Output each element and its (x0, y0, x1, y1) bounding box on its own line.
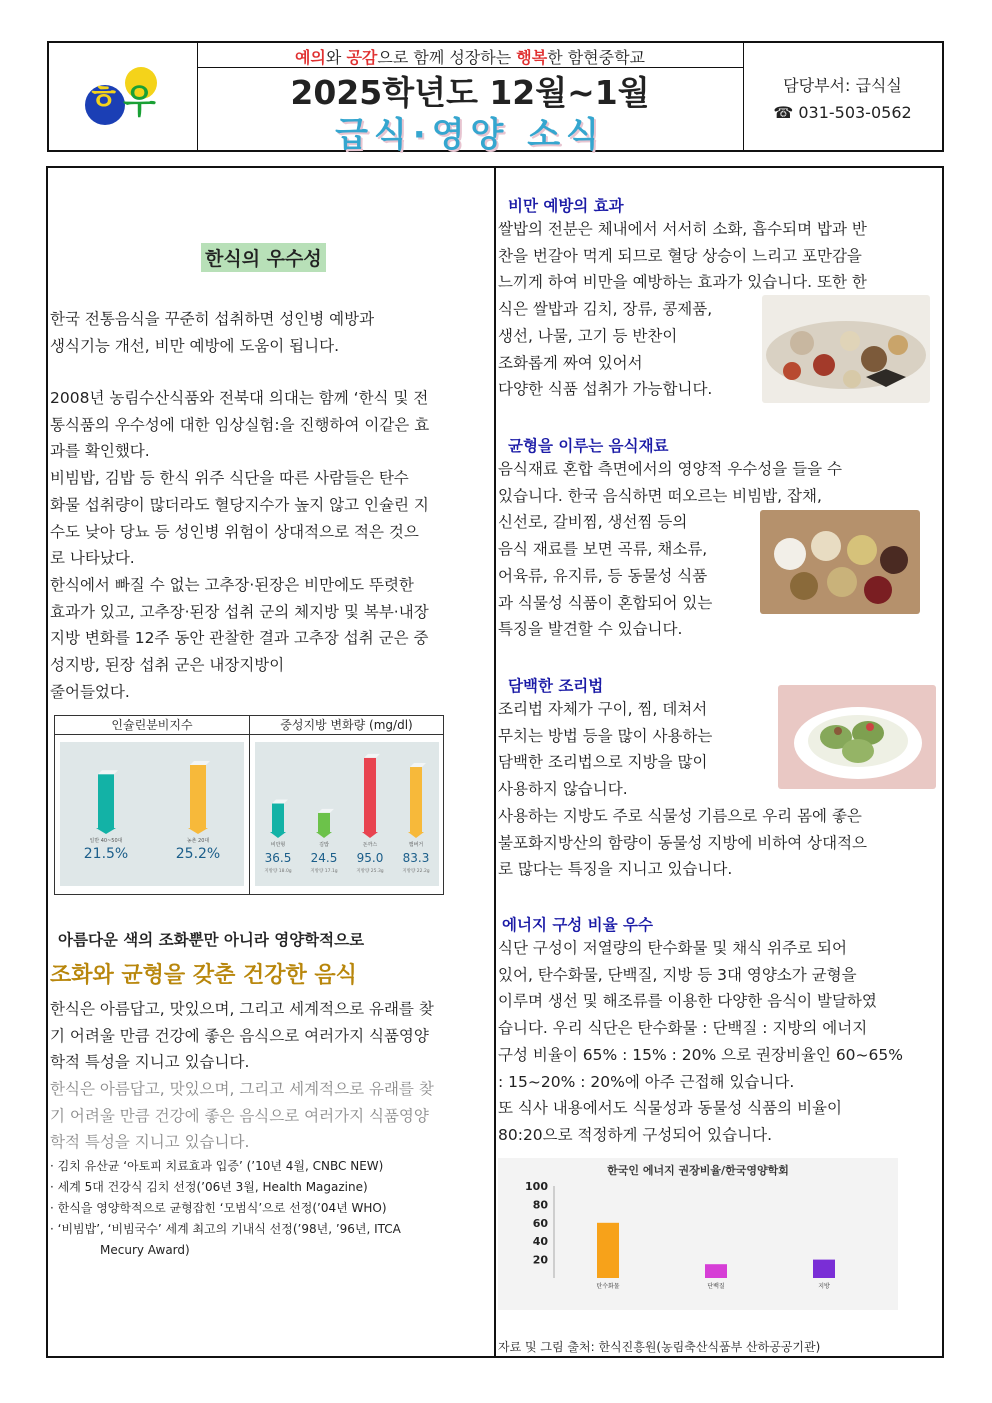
section-title: 비만 예방의 효과 (508, 197, 624, 215)
content-box (46, 166, 944, 1358)
chart-category-label: 돈까스 (362, 842, 378, 848)
chart-value-label: 95.0 (356, 851, 384, 865)
chart-category-label: 단백질 (707, 1283, 725, 1290)
harmony-lead: 아름다운 색의 조화뿐만 아니라 영양학적으로 (58, 931, 365, 949)
intro-paragraph (50, 306, 490, 359)
list-item: Mecury Award) (100, 1243, 190, 1257)
chart-value-label: 25.2% (175, 846, 221, 862)
text-line: 어육류, 유지류, 등 동물성 식품 (498, 566, 708, 585)
chart-bar (190, 765, 206, 828)
contact-cell (743, 43, 942, 150)
study-paragraph (50, 385, 492, 705)
chart-bar (364, 758, 376, 832)
chart-bar (597, 1223, 619, 1278)
insulin-chart (60, 742, 244, 886)
right-column (498, 168, 942, 1356)
chart-category-label: 김밥 (319, 842, 329, 848)
chart-value-label: 24.5 (310, 851, 338, 865)
text-line: 학적 특성을 지니고 있습니다. (50, 1053, 250, 1072)
text-line: 사용하는 지방도 주로 식물성 기름으로 우리 몸에 좋은 (498, 806, 862, 825)
text-line: 있어, 탄수화물, 단백질, 지방 등 3대 영양소가 균형을 (498, 965, 857, 984)
list-item: · ‘비빔밥’, ‘비빔국수’ 세계 최고의 기내식 선정(’98년, ’96년, ITCA (50, 1222, 401, 1236)
motto-part: 예의 (294, 48, 326, 67)
chart-category-label: 지방 (818, 1283, 830, 1290)
text-line: 로 많다는 특징을 지니고 있습니다. (498, 860, 733, 879)
list-item: · 김치 유산균 ‘아토피 치료효과 입증’ (’10년 4월, CNBC NEW) (50, 1159, 384, 1173)
svg-text:우: 우 (123, 82, 156, 122)
chart-sub-label: 지방량 17.1g (310, 869, 338, 874)
chart-bar (705, 1264, 727, 1278)
text-line: 습니다. 우리 식단은 탄수화물 : 단백질 : 지방의 에너지 (498, 1019, 868, 1038)
text-line: 기 어려울 만큼 건강에 좋은 음식으로 여러가지 식품영양 (50, 1106, 429, 1125)
chart-title: 한국인 에너지 권장비율/한국영양학회 (607, 1164, 789, 1177)
chart-value-label: 21.5% (83, 846, 129, 862)
text-line: 음식 재료를 보면 곡류, 채소류, (498, 540, 708, 559)
text-line: 신선로, 갈비찜, 생선찜 등의 (498, 513, 688, 532)
text-line: 이루며 생선 및 해조류를 이용한 다양한 음식이 발달하였 (498, 992, 877, 1011)
text-line: 있습니다. 한국 음식하면 떠오르는 비빔밥, 잡채, (498, 486, 822, 505)
svg-text:ㅎ: ㅎ (87, 78, 120, 118)
motto-part: 와 (325, 48, 347, 67)
motto-part: 공감 (346, 48, 378, 67)
text-line: 생선, 나물, 고기 등 반찬이 (498, 326, 678, 345)
chart-tick-label: 80 (532, 1198, 548, 1212)
text-line: 로 나타났다. (50, 549, 135, 568)
text-line: 불포화지방산의 함량이 동물성 지방에 비하여 상대적으 (498, 833, 868, 852)
chart-value-label: 83.3 (402, 851, 430, 865)
chart-bar (318, 813, 330, 832)
energy-chart-box (498, 1158, 898, 1310)
text-line: 지방 변화를 12주 동안 관찰한 결과 고추장 섭취 군은 중 (50, 629, 429, 648)
text-line: 기 어려울 만큼 건강에 좋은 음식으로 여러가지 식품영양 (50, 1026, 429, 1045)
chart-category-label: 일반 40~50대 (89, 838, 123, 844)
department-label: 담당부서: 급식실 (783, 76, 902, 95)
text-line: 무치는 방법 등을 많이 사용하는 (498, 726, 713, 745)
text-line: 담백한 조리법으로 지방을 많이 (498, 753, 708, 772)
section-body (498, 935, 942, 1149)
chart-bar (98, 774, 114, 828)
text-line: 성지방, 된장 섭취 군은 내장지방이 (50, 656, 285, 675)
text-line: 한식에서 빠질 수 없는 고추장·된장은 비만에도 뚜렷한 (50, 575, 414, 594)
text-line: 식단 구성이 저열량의 탄수화물 및 채식 위주로 되어 (498, 939, 847, 957)
source-credit: 자료 및 그림 출처: 한식진흥원(농림축산식품부 산하공공기관) (498, 1340, 821, 1354)
chart-sub-label: 지방량 22.2g (402, 869, 430, 874)
text-line: 찬을 번갈아 먹게 되므로 혈당 상승이 느리고 포만감을 (498, 246, 862, 265)
text-line: 다양한 식품 섭취가 가능합니다. (498, 380, 713, 399)
text-line: : 15~20% : 20%에 아주 근접해 있습니다. (498, 1072, 795, 1091)
korean-table-photo (762, 295, 930, 403)
text-line: 사용하지 않습니다. (498, 780, 628, 799)
text-line: 2008년 농림수산식품와 전북대 의대는 함께 ‘한식 및 전 (50, 389, 429, 407)
text-line: 80:20으로 적정하게 구성되어 있습니다. (498, 1125, 772, 1144)
newsletter-header (47, 41, 944, 155)
dish-photo (778, 685, 936, 789)
chart-sub-label: 지방량 18.0g (264, 869, 292, 874)
section-title: 한식의 우수성 (201, 243, 326, 272)
chart-bar (813, 1260, 835, 1278)
chart-tick-label: 40 (532, 1235, 548, 1249)
text-line: 구성 비율이 65% : 15% : 20% 으로 권장비율인 60~65% (498, 1045, 903, 1064)
text-line: 한국 전통음식을 꾸준히 섭취하면 성인병 예방과 (50, 310, 375, 328)
ingredients-photo (760, 510, 920, 614)
page-subtitle: 급식·영양 소식 (335, 115, 605, 155)
section-title: 균형을 이루는 음식재료 (508, 437, 669, 455)
chart-bar (410, 767, 422, 832)
text-line: 한식은 아름답고, 맛있으며, 그리고 세계적으로 유래를 찾 (50, 1000, 434, 1018)
chart-bar (272, 804, 284, 832)
list-item: · 한식을 영양학적으로 균형잡힌 ‘모범식’으로 선정(’04년 WHO) (50, 1201, 387, 1215)
motto-part: 행복 (516, 48, 548, 67)
triglyceride-chart (255, 742, 439, 886)
text-line: 한식은 아름답고, 맛있으며, 그리고 세계적으로 유래를 찾 (50, 1080, 434, 1098)
text-line: 통식품의 우수성에 대한 임상실험:을 진행하여 이같은 효 (50, 415, 430, 434)
chart-divider (249, 734, 250, 894)
text-line: 과 식물성 식품이 혼합되어 있는 (498, 593, 713, 612)
chart-title: 중성지방 변화량 (mg/dl) (250, 716, 443, 735)
chart-title: 인슐린분비지수 (55, 716, 250, 735)
logo-cell (49, 43, 198, 150)
energy-ratio-chart (498, 1178, 898, 1308)
chart-category-label: 탄수화물 (596, 1283, 620, 1290)
text-line: 효과가 있고, 고추장·된장 섭취 군의 체지방 및 복부·내장 (50, 602, 429, 621)
text-line: 쌀밥의 전분은 체내에서 서서히 소화, 흡수되며 밥과 반 (498, 220, 867, 238)
text-line: 줄어들었다. (50, 682, 130, 701)
section-title: 에너지 구성 비율 우수 (502, 916, 653, 934)
school-motto (197, 45, 743, 68)
list-item: · 세계 5대 건강식 김치 선정(’06년 3월, Health Magazine) (50, 1180, 368, 1194)
harmony-paragraph-faint (50, 1076, 492, 1156)
school-logo-icon (83, 65, 165, 127)
harmony-title: 조화와 균형을 갖춘 건강한 음식 (50, 963, 357, 988)
column-divider (494, 168, 496, 1356)
motto-part: 한 함현중학교 (547, 48, 646, 67)
motto-part: 으로 함께 성장하는 (377, 48, 517, 67)
page-title: 2025학년도 12월~1월 (290, 73, 650, 112)
text-line: 수도 낮아 당뇨 등 성인병 위험이 상대적으로 적은 것으 (50, 522, 419, 541)
text-line: 음식재료 혼합 측면에서의 영양적 우수성을 들을 수 (498, 460, 842, 478)
chart-background (60, 742, 244, 886)
chart-value-label: 36.5 (264, 851, 292, 865)
text-line: 또 식사 내용에서도 식물성과 동물성 식품의 비율이 (498, 1099, 842, 1118)
text-line: 학적 특성을 지니고 있습니다. (50, 1133, 250, 1152)
section-title: 담백한 조리법 (508, 677, 604, 695)
harmony-paragraph (50, 996, 492, 1076)
text-line: 비빔밥, 김밥 등 한식 위주 식단을 따른 사람들은 탄수 (50, 469, 409, 488)
chart-tick-label: 20 (532, 1253, 548, 1267)
chart-category-label: 햄버거 (408, 842, 424, 848)
text-line: 느끼게 하여 비만을 예방하는 효과가 있습니다. 또한 한 (498, 273, 867, 292)
text-line: 과를 확인했다. (50, 442, 150, 461)
phone-number: ☎ 031-503-0562 (773, 103, 912, 122)
award-list (50, 1156, 492, 1261)
text-line: 생식기능 개선, 비만 예방에 도움이 됩니다. (50, 336, 340, 355)
title-cell (197, 43, 744, 155)
text-line: 조리법 자체가 구이, 찜, 데쳐서 (498, 700, 708, 718)
health-chart-box (54, 715, 444, 895)
text-line: 식은 쌀밥과 김치, 장류, 콩제품, (498, 300, 713, 319)
chart-category-label: 비만형 (270, 842, 286, 848)
chart-sub-label: 지방량 25.3g (356, 869, 384, 874)
text-line: 특징을 발견할 수 있습니다. (498, 620, 683, 639)
chart-category-label: 농촌 20대 (186, 838, 210, 844)
text-line: 조화롭게 짜여 있어서 (498, 353, 643, 372)
chart-tick-label: 60 (532, 1216, 548, 1230)
text-line: 화물 섭취량이 많더라도 혈당지수가 높지 않고 인슐린 지 (50, 495, 429, 514)
chart-tick-label: 100 (525, 1180, 548, 1193)
